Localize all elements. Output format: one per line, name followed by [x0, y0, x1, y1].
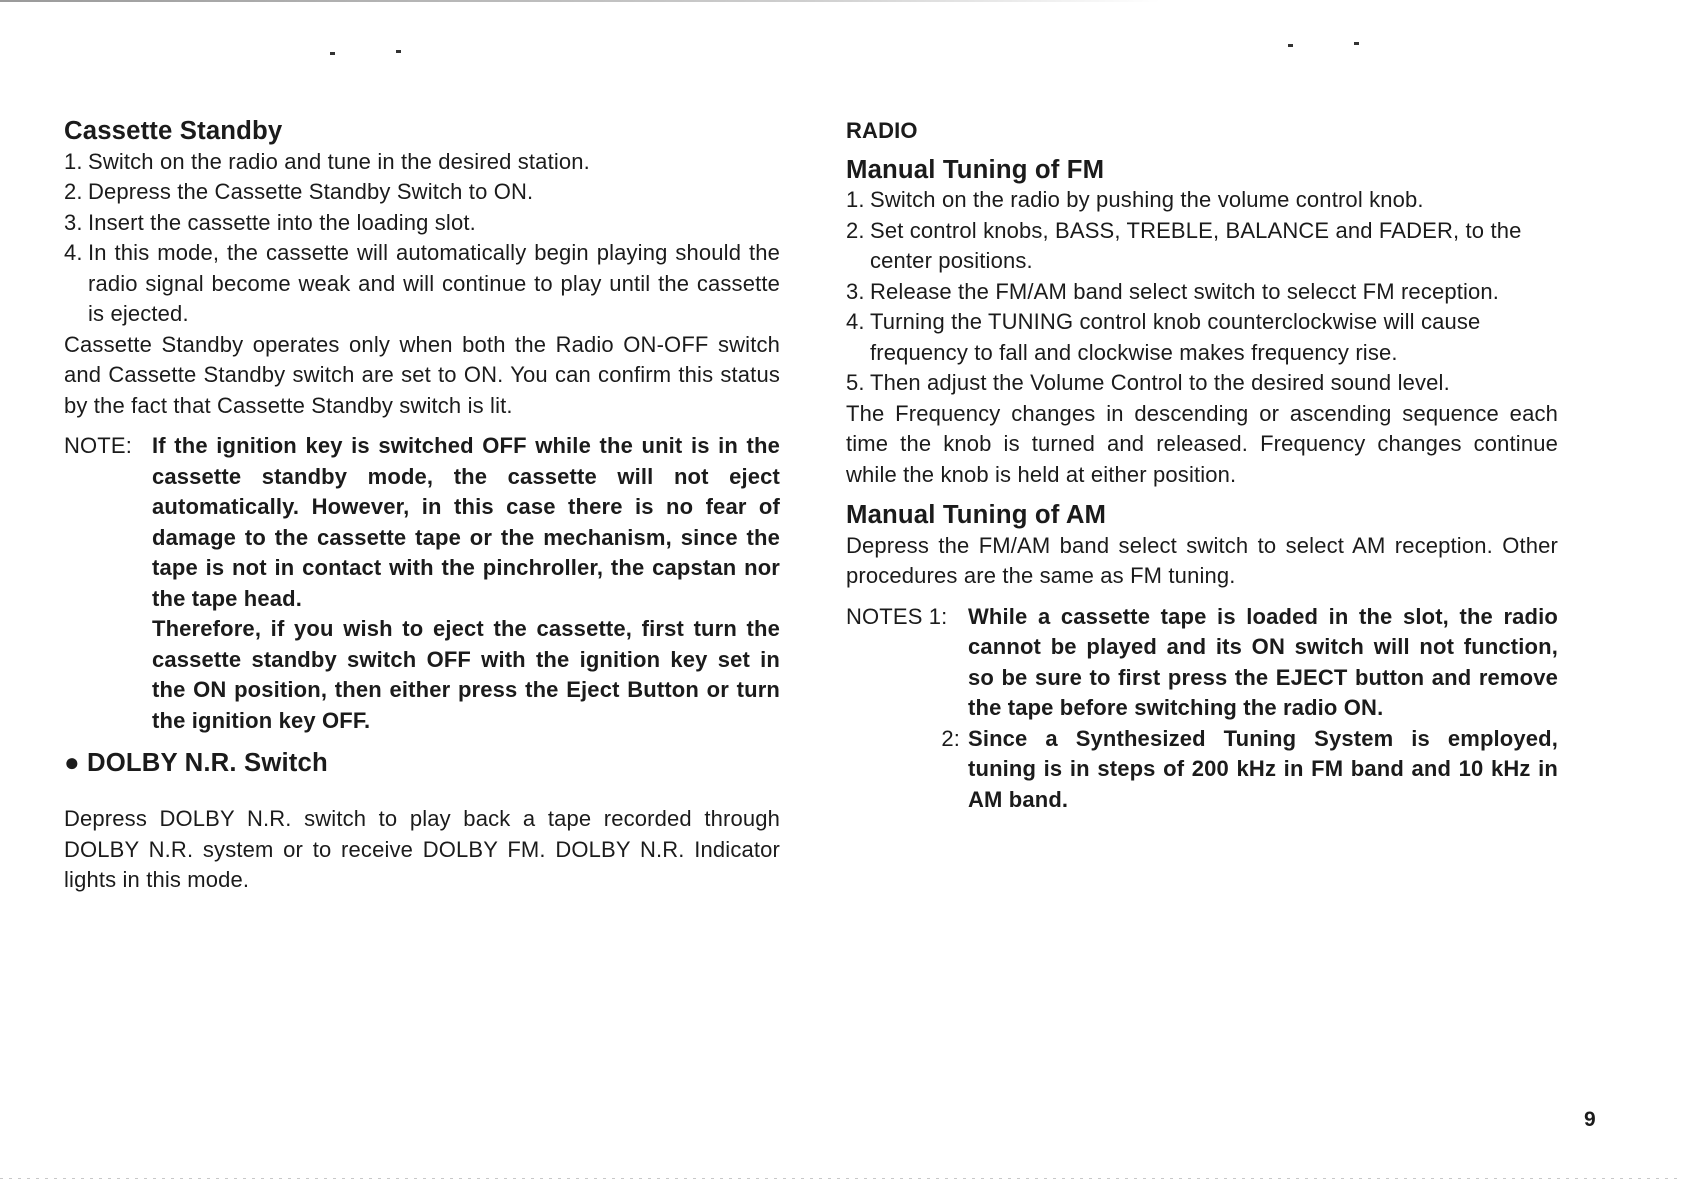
- note-block: [64, 431, 780, 736]
- scan-speck: [396, 50, 401, 53]
- manual-fm-steps: [846, 185, 1558, 399]
- manual-fm-paragraph: The Frequency changes in descending or ascending sequence each time the knob is turned and released. Frequency changes continue while the knob is held at either position.: [846, 400, 1558, 487]
- dolby-heading: ● DOLBY N.R. Switch: [64, 749, 328, 777]
- step-text: Insert the cassette into the loading slot.: [88, 209, 476, 235]
- note-label: NOTE:: [64, 433, 132, 458]
- list-item: [64, 147, 780, 178]
- step-text: Then adjust the Volume Control to the desired sound level.: [870, 370, 1450, 395]
- list-item: [64, 238, 780, 330]
- list-item: [846, 277, 1558, 308]
- cassette-standby-paragraph: Cassette Standby operates only when both the Radio ON-OFF switch and Cassette Standby switch are set to ON. You can confirm this status by the fact that Cassette Standby switch is lit.: [64, 331, 780, 418]
- cassette-standby-steps: [64, 147, 780, 330]
- step-number: 4.: [846, 309, 865, 334]
- step-number: 3.: [64, 209, 83, 235]
- cassette-standby-heading: Cassette Standby: [64, 117, 283, 145]
- step-text: Depress the Cassette Standby Switch to ON.: [88, 179, 534, 204]
- manual-fm-section: [846, 155, 1558, 491]
- step-number: 5.: [846, 370, 865, 395]
- notes-text-2: Since a Synthesized Tuning System is employed, tuning is in steps of 200 kHz in FM band and 10 kHz in AM band.: [968, 725, 1558, 812]
- cassette-standby-section: [64, 116, 780, 736]
- scan-speck: [330, 52, 335, 55]
- manual-fm-heading: Manual Tuning of FM: [846, 155, 1105, 184]
- notes-label-2: 2:: [941, 725, 960, 751]
- step-text: Turning the TUNING control knob counterclockwise will cause frequency to fall and clockwise makes frequency rise.: [870, 309, 1481, 365]
- note-text: If the ignition key is switched OFF while the unit is in the cassette standby mode, the cassette will not eject automatically. However, in this case there is no fear of damage to the cassette tape or the mechanism, since the tape is not in contact with the pinchroller, the capstan nor the tape head.: [152, 433, 780, 611]
- step-number: 2.: [846, 217, 865, 243]
- radio-heading: RADIO: [846, 118, 918, 143]
- step-text: Set control knobs, BASS, TREBLE, BALANCE and FADER, to the center positions.: [870, 217, 1522, 273]
- list-item: [64, 208, 780, 239]
- step-text: Switch on the radio and tune in the desired station.: [88, 148, 590, 174]
- list-item: [64, 177, 780, 208]
- step-number: 2.: [64, 179, 83, 204]
- note-text: Therefore, if you wish to eject the cassette, first turn the cassette standby switch OFF with the ignition key set in the ON position, then either press the Eject Button or turn the ignition key OFF.: [152, 616, 780, 733]
- note-body: [152, 431, 780, 736]
- scan-speck: [1354, 42, 1359, 45]
- scan-speck: [1288, 44, 1293, 47]
- top-scan-edge: [0, 0, 1160, 2]
- list-item: [846, 368, 1558, 399]
- step-text: Switch on the radio by pushing the volume control knob.: [870, 187, 1424, 212]
- step-text: In this mode, the cassette will automatically begin playing should the radio signal become weak and will continue to play until the cassette is ejected.: [88, 240, 780, 326]
- dolby-paragraph: Depress DOLBY N.R. switch to play back a tape recorded through DOLBY N.R. system or to receive DOLBY FM. DOLBY N.R. Indicator lights in this mode.: [64, 806, 780, 893]
- list-item: [846, 307, 1558, 368]
- notes-text-1: While a cassette tape is loaded in the slot, the radio cannot be played and its ON switch will not function, so be sure to first press the EJECT button and remove the tape before switching the radio ON.: [968, 603, 1558, 720]
- notes-block: [846, 602, 1558, 816]
- list-item: [846, 216, 1558, 277]
- step-number: 1.: [64, 148, 83, 174]
- manual-am-paragraph: Depress the FM/AM band select switch to select AM reception. Other procedures are the same as FM tuning.: [846, 532, 1558, 588]
- list-item: [846, 185, 1558, 216]
- step-number: 3.: [846, 278, 865, 304]
- notes-label-1: NOTES 1:: [846, 603, 948, 629]
- step-text: Release the FM/AM band select switch to selecct FM reception.: [870, 278, 1500, 304]
- right-column: [846, 116, 1558, 815]
- dolby-section: [64, 748, 780, 896]
- bottom-scan-edge: [0, 1178, 1682, 1179]
- page-number: 9: [1584, 1108, 1596, 1131]
- left-column: [64, 116, 780, 896]
- manual-am-heading: Manual Tuning of AM: [846, 501, 1107, 529]
- step-number: 1.: [846, 187, 865, 212]
- manual-am-section: [846, 500, 1558, 592]
- step-number: 4.: [64, 240, 83, 265]
